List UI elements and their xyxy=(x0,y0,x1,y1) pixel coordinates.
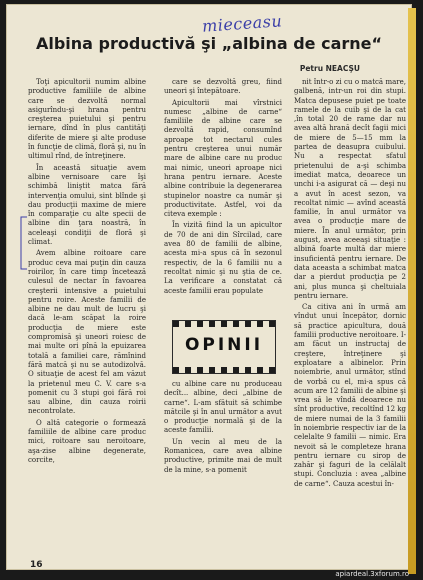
paragraph: În vizită fiind la un apicultor de 70 de ani din Sîrcilad, care avea 80 de familii de albine, acesta mi-a spus că în sezonul respectiv, de la 6 familii nu a recoltat nimic şi nu ştia de ce. La verificare a constatat că aceste familii erau populate xyxy=(164,221,282,295)
magazine-page xyxy=(6,4,412,570)
checker-border-top xyxy=(173,321,275,327)
article-column-2-bottom xyxy=(164,380,282,540)
article-title: Albina productivă şi „albina de carne“ xyxy=(35,34,383,53)
checker-border-bottom xyxy=(173,367,275,373)
paragraph: nit într-o zi cu o matcă mare, galbenă, intr-un roi din stupi. Matca depusese puiet pe toate ramele de la cuib şi de la cat ,în total 20 de rame dar nu avea altă hrană decît fagii mici de miere de 5—15 mm la partea de deasupra cuibului. Nu a respectat sfatul prietenului de a-şi schimba imediat matca, deoarece un unchi i-a asigurat că — deşi nu a avut în acest sezon, va recoltat nimic — avînd această familie, în anul următor va avea o producţie mare de miere. În anul următor, prin august, avea aceeaşi situaţie : albină foarte multă dar miere insuficientă pentru iernare. De data aceasta a schimbat matca dar a pierdut producţia pe 2 ani, plus munca şi cheltuiala pentru iernare. xyxy=(294,78,406,300)
opinii-heading: OPINII xyxy=(184,335,264,355)
paragraph: Ca citiva ani în urmă am vîndut unui începător, dornic să practice apicultura, două familii productive neroitoare. I-am făcut un instructaj de creştere, întreţinere şi exploatare a albinelor. Prin noiembrie, anul următor, stînd de vorbă cu el, mi-a spus că acum are 12 familii de albine şi vrea să le vîndă deoarece nu sînt productive, recoltînd 12 kg de miere numai de la 3 familii în noiembrie respectiv iar de la celelalte 9 familii — nimic. Era nevoit să le completeze hrana pentru iernare cu sirop de zahăr şi faguri de la celălalt stupi. Concluzia : avea „albine de carne“. Cauza acestui în- xyxy=(294,303,406,488)
paragraph: În această situaţie avem albine vernisoare care îşi schimbă liniştit matca fără intervenţia omului, sint blînde şi dau producţii maxime de miere în comparaţie cu alte specii de albine din ţara noastră, în aceleaşi condiţii de floră şi climat. xyxy=(28,163,146,247)
opinii-section-box xyxy=(172,320,276,374)
paragraph: care se dezvoltă greu, fiind uneori şi întepătoare. xyxy=(164,78,282,96)
paragraph: Toţi apicultorii numim albine productive familiile de albine care se dezvoltă normal asigurîndu-şi hrana pentru creşterea puietului şi pentru iernare, dînd în plus cantităţi diferite de miere şi alte produse în funcţie de climă, floră şi, nu în ultimul rînd, de întreţinere. xyxy=(28,78,146,161)
handwritten-signature: mieceasu xyxy=(201,11,283,36)
article-author: Petru NEACŞU xyxy=(299,64,360,73)
binding-spine xyxy=(408,8,416,574)
article-column-2-top xyxy=(164,78,282,300)
article-column-3 xyxy=(294,78,406,562)
site-watermark: apiardeal.3xforum.ro xyxy=(335,570,409,578)
paragraph: Apicultorii mai vîrstnici numesc „albine de carne“ familiile de albine care se dezvoltă rapid, consumînd aproape tot nectarul cules pentru creşterea unui număr mare de albine care nu produc mai nimic, uneori aproape nici hrana pentru iernare. Aceste albine contribuie la degenerarea stupinelor noastre ca număr şi productivitate. Astfel, voi da citeva exemple : xyxy=(164,98,282,219)
margin-bracket-mark xyxy=(18,216,28,270)
paragraph: Un vecin al meu de la Romanicea, care avea albine productive, primite mai de mult de la mine, s-a pomenit xyxy=(164,437,282,474)
paragraph: O altă categorie o formează familiile de albine care produc mici, roitoare sau neroitoare, aşa-zise albine degenerate, corcite, xyxy=(28,418,146,464)
paragraph: cu albine care nu produceau decît... albine, deci „albine de carne“. L-am sfătuit să schimbe mătcile şi în anul următor a avut o producţie normală şi de la aceste familii. xyxy=(164,380,282,435)
article-column-1 xyxy=(28,78,146,540)
paragraph: Avem albine roitoare care produc ceva mai puţin din cauza roirilor, în care timp încetează culesul de nectar în favoarea creşterii intensive a puietului pentru roire. Aceste familii de albine ne dau mult de lucru şi dacă le-am scăpat la roire producţia de miere este compromisă şi uneori roiesc de mai multe ori pînă la epuizarea totală a familiei care, rămînind fără matcă şi nu se autodizolvă. O situaţie de acest fel am văzut la prietenul meu C. V. care s-a pomenit cu 3 stupi goi fără roi sau albine, din cauza roirii necontrolate. xyxy=(28,249,146,416)
page-number: 16 xyxy=(30,560,43,570)
